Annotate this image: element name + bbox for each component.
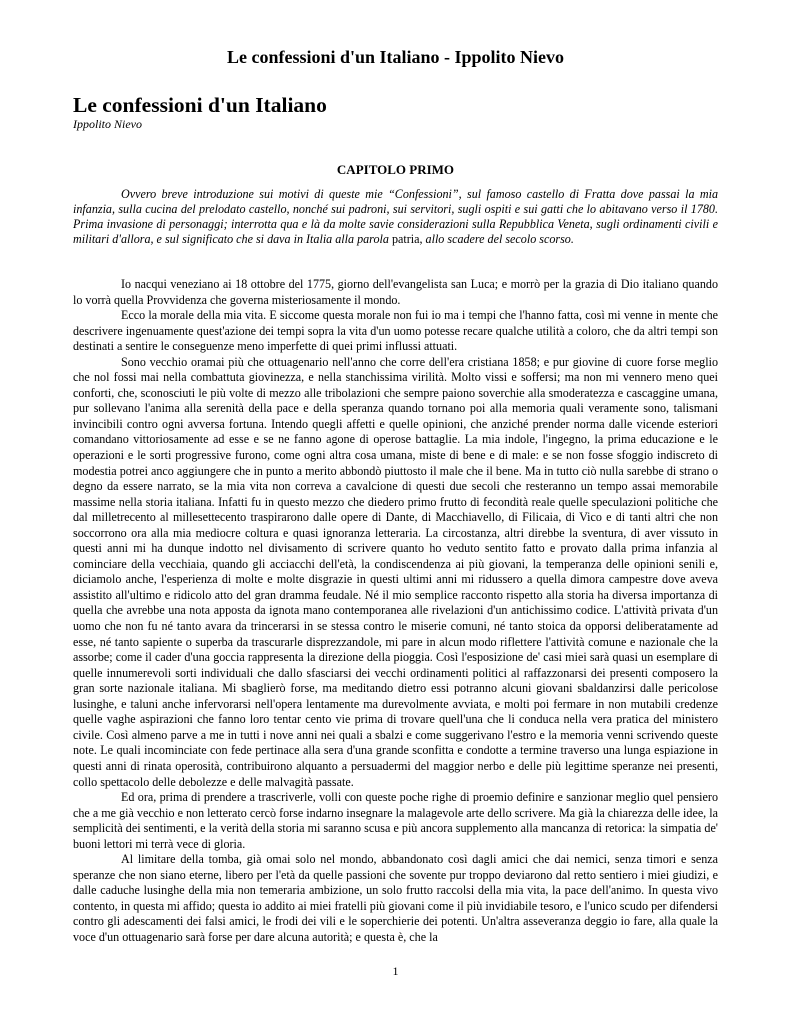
paragraph: Sono vecchio oramai più che ottuagenario nell'anno che corre dell'era cristiana 1858; e pur giovine di cuore forse meglio che nol fossi mai nella combattuta giovinezza, e nella stanchissima virilità. Molto vissi e soffersi; ma non mi vennero meno quei conforti, che, sconosciuti le più volte di mezzo alle tribolazioni che sempre paiono soverchie alla smoderatezza e cascaggine umana, pur sollevano l'anima alla serenità della pace e della speranza quando tornano poi alla memoria quali veramente sono, talismani invincibili contro ogni avversa fortuna. Intendo quegli affetti e quelle opinioni, che anziché prender norma dalle vicende esteriori comandano vittoriosamente ad esse e se ne fanno agone di operose battaglie. La mia indole, l'ingegno, la prima educazione e le operazioni e le sorti progressive furono, come ogni altra cosa umana, miste di bene e di male: e se non fosse sfoggio indiscreto di modestia potrei anco aggiungere che in punto a merito abbondò piuttosto il male che il bene. Ma in tutto ciò nulla sarebbe di strano o degno da essere narrato, se la mia vita non correva a cavalcione di questi due secoli che resteranno un tempo assai memorabile massime nella storia italiana. Infatti fu in questo mezzo che diedero primo frutto di fecondità reale quelle speculazioni politiche che dal milletrecento al millesettecento traspirarono dalle opere di Dante, di Macchiavello, di Filicaia, di Vico e di tanti altri che non soccorrono ora alla mia mediocre coltura e quasi ignoranza letteraria. La circostanza, altri direbbe la sventura, di aver vissuto in questi anni mi ha dunque indotto nel divisamento di scrivere quanto ho veduto sentito fatto e provato dalla prima infanzia al cominciare della vecchiaia, quando gli acciacchi dell'età, la condiscendenza ai più giovani, la temperanza delle opinioni senili e, diciamolo anche, l'esperienza di molte e molte disgrazie in questi ultimi anni mi ridussero a quella dimora campestre dove aveva assistito all'ultimo e ridicolo atto del gran dramma feudale. Né il mio semplice racconto rispetto alla storia ha diversa importanza di quella che avrebbe una nota apposta da ignota mano contemporanea alle rivelazioni d'un antichissimo codice. L'attività privata d'un uomo che non fu né tanto avara da trincerarsi in se stessa contro le miserie comuni, né tanto stoica da opporsi deliberatamente ad esse, né tanto sapiente o superba da trascurarle disprezzandole, mi pare in alcun modo riflettere l'attività comune e nazionale che la assorbe; come il cader d'una goccia rappresenta la direzione della pioggia. Così l'esposizione de' casi miei sarà quasi un esemplare di quelle innumerevoli sorti individuali che dallo sfasciarsi dei vecchi ordinamenti politici al raffazzonarsi dei presenti composero la gran sorte nazionale italiana. Mi sbaglierò forse, ma meditando dietro essi potranno alcuni giovani sbaldanzirsi dalle pericolose lusinghe, e taluni anche infervorarsi nell'opera lentamente ma durevolmente avviata, e molti poi fermare in non mutabili credenze quelle vaghe aspirazioni che fanno loro tentar cento vie prima di trovare quell'una che li conduca nella vera pratica del ministero civile. Così almeno parve a me in tutti i nove anni nei quali a sbalzi e come suggerivano l'estro e la memoria venni scrivendo queste note. Le quali incominciate con fede pertinace alla sera d'una grande sconfitta e condotte a termine traverso una lunga espiazione in questi anni di rinata operosità, contribuirono alquanto a persuadermi del maggior nerbo e delle più legittime speranze nei presenti, collo spettacolo delle debolezze e delle malvagità passate. <box>73 354 718 789</box>
chapter-summary-text: Ovvero breve introduzione sui motivi di queste mie “Confessioni”, sul famoso castello di Fratta dove passai la mia infanzia, sulla cucina del prelodato castello, nonché sui padroni, sui servitori, sugli ospiti e sui gatti che lo abitavano verso il 1780. Prima invasione di personaggi; interrotta qua e là da molte savie considerazioni sulla Repubblica Veneta, sugli ordinamenti civili e militari d'allora, e sul significato che si dava in Italia alla parola <box>73 187 718 247</box>
chapter-summary-keyword: patria, <box>391 232 423 247</box>
book-title: Le confessioni d'un Italiano <box>73 93 327 117</box>
chapter-summary <box>73 187 718 247</box>
page-number: 1 <box>392 964 399 978</box>
book-author: Ippolito Nievo <box>73 117 142 131</box>
paragraph: Io nacqui veneziano ai 18 ottobre del 1775, giorno dell'evangelista san Luca; e morrò per la grazia di Dio italiano quando lo vorrà quella Provvidenza che governa misteriosamente il mondo. <box>73 277 718 307</box>
chapter-title: CAPITOLO PRIMO <box>336 162 455 177</box>
paragraph: Ecco la morale della mia vita. E siccome questa morale non fui io ma i tempi che l'hanno fatta, così mi venne in mente che descrivere ingenuamente quest'azione dei tempi sopra la vita d'un uomo potesse recare qualche utilità a coloro, che da altri tempi son destinati a sentire le conseguenze meno imperfette di quei primi influssi attuati. <box>73 308 718 354</box>
paragraph: Ed ora, prima di prendere a trascriverle, volli con queste poche righe di proemio definire e sanzionar meglio quel pensiero che a me già vecchio e non letterato cercò forse indarno insegnare la malagevole arte dello scrivere. Ma già la chiarezza delle idee, la semplicità dei sentimenti, e la verità della storia mi saranno scusa e più ancora supplemento alla mancanza di retorica: la simpatia de' buoni lettori mi terrà vece di gloria. <box>73 790 718 851</box>
body-text <box>73 277 718 946</box>
paragraph: Al limitare della tomba, già omai solo nel mondo, abbandonato così dagli amici che dai nemici, senza timori e senza speranze che non siano eterne, libero per l'età da quelle passioni che sovente pur troppo deviarono dal retto sentiero i miei giudizi, e dalle caduche lusinghe della mia non temeraria ambizione, un solo frutto raccolsi della mia vita, la pace dell'animo. In questa vivo contento, in questa mi affido; questa io addito ai miei fratelli più giovani come il più invidiabile tesoro, e l'unico scudo per difendersi contro gli adescamenti dei falsi amici, le frodi dei vili e le soperchierie dei potenti. Un'altra asseveranza deggio io fare, alla quale la voce d'un ottuagenario sarà forse per dare alcuna autorità; e questa è, che la <box>73 852 718 944</box>
running-header: Le confessioni d'un Italiano - Ippolito Nievo <box>226 47 565 67</box>
chapter-summary-tail: allo scadere del secolo scorso. <box>425 232 574 247</box>
